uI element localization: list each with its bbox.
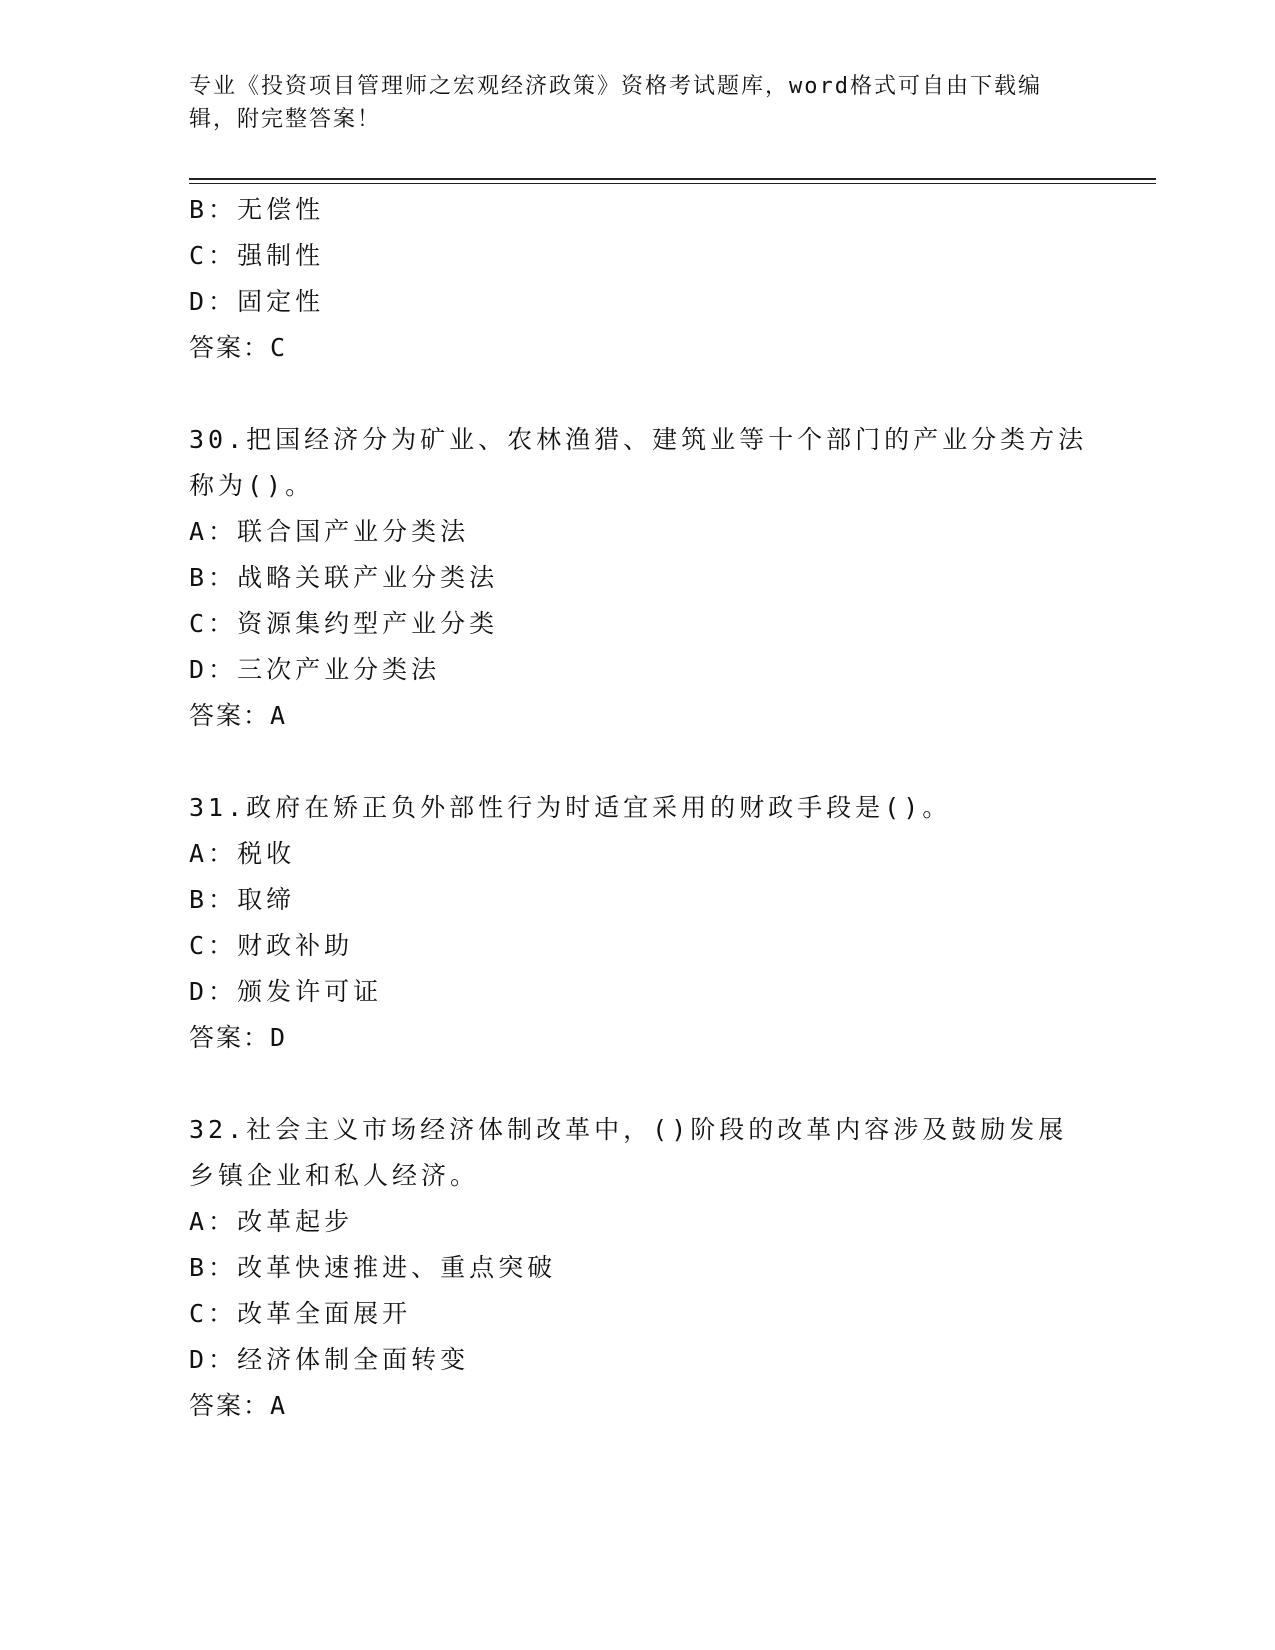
option-a [189,1199,1089,1245]
option-text: 战略关联产业分类法 [237,563,499,592]
option-key: D： [189,977,238,1006]
option-b [189,555,1089,601]
option-key: D： [189,1345,238,1374]
answer-label: 答案： [189,1023,271,1052]
option-text: 三次产业分类法 [237,655,441,684]
option-d [189,969,1089,1015]
option-c [189,601,1089,647]
answer-line [189,325,1089,371]
option-c [189,923,1089,969]
option-key: C： [189,931,238,960]
option-key: A： [189,1207,238,1236]
option-key: B： [189,885,238,914]
option-key: A： [189,839,238,868]
answer-line [189,693,1089,739]
option-key: D： [189,287,238,316]
option-text: 改革全面展开 [237,1299,412,1328]
option-key: A： [189,517,238,546]
option-text: 联合国产业分类法 [237,517,470,546]
option-text: 财政补助 [237,931,354,960]
option-d [189,279,1089,325]
option-text: 改革起步 [237,1207,354,1236]
option-a [189,831,1089,877]
answer-value: A [270,1391,288,1420]
answer-label: 答案： [189,701,271,730]
spacer [189,739,1089,785]
document-header: 专业《投资项目管理师之宏观经济政策》资格考试题库，word格式可自由下载编辑，附完整答案！ [189,74,1042,132]
option-text: 取缔 [237,885,296,914]
answer-line [189,1383,1089,1429]
option-b [189,1245,1089,1291]
answer-value: D [270,1023,288,1052]
question-30 [189,417,1089,739]
spacer [189,1061,1089,1107]
option-b [189,877,1089,923]
option-text: 固定性 [237,287,325,316]
option-key: C： [189,609,238,638]
option-key: C： [189,1299,238,1328]
question-text: 30.把国经济分为矿业、农林渔猎、建筑业等十个部门的产业分类方法称为()。 [189,425,1088,500]
option-c [189,1291,1089,1337]
answer-label: 答案： [189,333,271,362]
option-text: 经济体制全面转变 [237,1345,470,1374]
question-32 [189,1107,1089,1429]
option-c [189,233,1089,279]
option-d [189,1337,1089,1383]
question-list [189,187,1089,1429]
option-text: 改革快速推进、重点突破 [237,1253,557,1282]
header-rule-thin [189,183,1156,184]
answer-label: 答案： [189,1391,271,1420]
question-text: 32.社会主义市场经济体制改革中，()阶段的改革内容涉及鼓励发展乡镇企业和私人经济。 [189,1115,1068,1190]
header-rule-thick [189,178,1156,180]
option-b [189,187,1089,233]
option-text: 无偿性 [237,195,325,224]
option-key: C： [189,241,238,270]
option-d [189,647,1089,693]
question-31 [189,785,1089,1061]
spacer [189,371,1089,417]
option-text: 颁发许可证 [237,977,383,1006]
option-text: 资源集约型产业分类 [237,609,499,638]
option-key: B： [189,195,238,224]
question-text: 31.政府在矫正负外部性行为时适宜采用的财政手段是()。 [189,793,952,822]
answer-value: C [270,333,288,362]
option-key: D： [189,655,238,684]
option-text: 强制性 [237,241,325,270]
question-29-partial [189,187,1089,371]
option-key: B： [189,563,238,592]
answer-value: A [270,701,288,730]
answer-line [189,1015,1089,1061]
option-text: 税收 [237,839,296,868]
option-a [189,509,1089,555]
option-key: B： [189,1253,238,1282]
